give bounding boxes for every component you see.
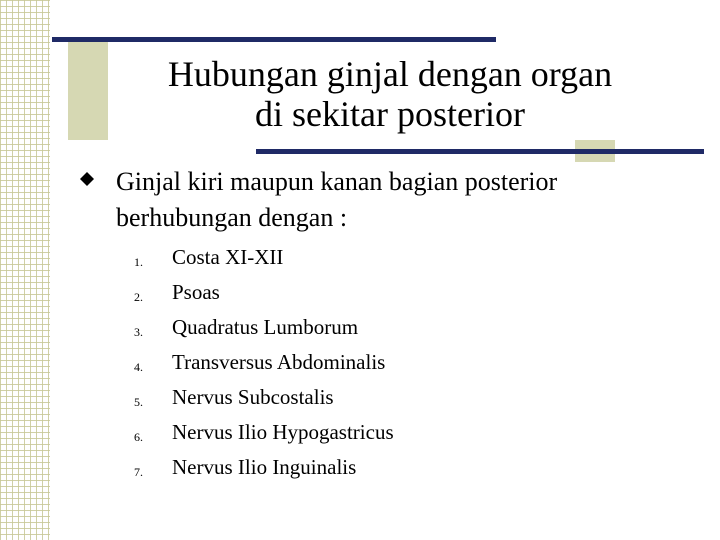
structures-list xyxy=(130,243,670,488)
title-bar-bottom xyxy=(256,149,704,154)
list-item-text: Nervus Ilio Inguinalis xyxy=(172,455,357,479)
list-item-number: 5. xyxy=(134,395,143,409)
list-item-number: 1. xyxy=(134,255,143,269)
list-item-text: Costa XI-XII xyxy=(172,245,284,269)
decorative-grid-strip xyxy=(0,0,50,540)
slide-title-line-1: Hubungan ginjal dengan organ xyxy=(167,54,613,94)
lead-text xyxy=(116,164,696,236)
list-item-number: 4. xyxy=(134,360,143,374)
lead-text-line-1: Ginjal kiri maupun kanan bagian posterior xyxy=(116,167,558,196)
list-item-text: Nervus Subcostalis xyxy=(172,385,334,409)
list-item-text: Quadratus Lumborum xyxy=(172,315,359,339)
list-item xyxy=(130,383,670,418)
list-item-text: Nervus Ilio Hypogastricus xyxy=(172,420,394,444)
list-item xyxy=(130,313,670,348)
list-item xyxy=(130,278,670,313)
list-item xyxy=(130,418,670,453)
list-item xyxy=(130,348,670,383)
list-item-text: Psoas xyxy=(172,280,220,304)
title-bar-top xyxy=(52,37,496,42)
list-item xyxy=(130,453,670,488)
list-item-number: 7. xyxy=(134,465,143,479)
title-accent-panel-left xyxy=(68,40,108,140)
lead-text-line-2: berhubungan dengan : xyxy=(116,203,348,232)
list-item xyxy=(130,243,670,278)
list-item-text: Transversus Abdominalis xyxy=(172,350,386,374)
list-item-number: 3. xyxy=(134,325,143,339)
list-item-number: 2. xyxy=(134,290,143,304)
list-item-number: 6. xyxy=(134,430,143,444)
slide-title xyxy=(110,54,670,134)
slide-title-line-2: di sekitar posterior xyxy=(255,94,525,134)
diamond-bullet-icon xyxy=(80,172,94,186)
